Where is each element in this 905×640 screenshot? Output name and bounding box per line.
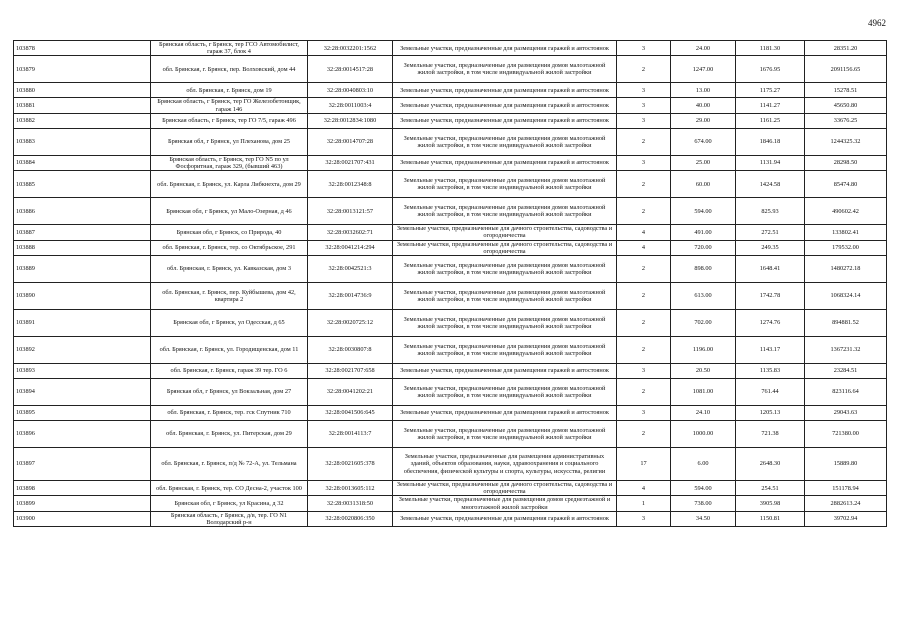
cell-cadastral-value: 45650.80 (805, 98, 887, 113)
cell-cadastral-number: 32:28:0040803:10 (308, 83, 393, 98)
cell-address: Брянская область, г Брянск, тер ГСО Автомобилист, гараж 37, блок 4 (151, 41, 308, 56)
cell-cadastral-number: 32:28:0021707:431 (308, 155, 393, 170)
cell-land-use: Земельные участки, предназначенные для размещения домов среднеэтажной и многоэтажной жилой застройки (393, 496, 617, 511)
cell-area: 20.50 (671, 364, 736, 379)
cell-land-use: Земельные участки, предназначенные для размещения домов малоэтажной жилой застройки, в том числе индивидуальной жилой застройки (393, 171, 617, 198)
cell-cadastral-value: 1244325.32 (805, 128, 887, 155)
cell-address: обл. Брянская, г. Брянск, ул. Карла Либкнехта, дом 29 (151, 171, 308, 198)
cell-land-use: Земельные участки, предназначенные для размещения гаражей и автостоянок (393, 155, 617, 170)
cell-area: 613.00 (671, 283, 736, 310)
cell-address: Брянская обл, г Брянск, ул Плеханова, дом 25 (151, 128, 308, 155)
cell-address: Брянская область, г Брянск, тер ГО N5 по ул Фосфоритная, гараж 329, (бывший 463) (151, 155, 308, 170)
cell-id: 103887 (14, 225, 151, 240)
table-row (14, 171, 887, 198)
cell-area: 898.00 (671, 256, 736, 283)
cell-land-use: Земельные участки, предназначенные для размещения гаражей и автостоянок (393, 41, 617, 56)
cell-cadastral-value: 490602.42 (805, 198, 887, 225)
cell-id: 103880 (14, 83, 151, 98)
cell-land-use: Земельные участки, предназначенные для размещения гаражей и автостоянок (393, 83, 617, 98)
cell-id: 103890 (14, 283, 151, 310)
cell-class: 3 (617, 364, 671, 379)
cell-cadastral-value: 39702.94 (805, 511, 887, 526)
cell-land-use: Земельные участки, предназначенные для размещения домов малоэтажной жилой застройки, в том числе индивидуальной жилой застройки (393, 56, 617, 83)
cell-cadastral-number: 32:28:0041202:21 (308, 379, 393, 406)
cell-class: 17 (617, 448, 671, 481)
cell-id: 103878 (14, 41, 151, 56)
cell-class: 2 (617, 421, 671, 448)
cell-cadastral-number: 32:28:0032201:1562 (308, 41, 393, 56)
cell-address: обл. Брянская, г. Брянск, пер. Волховский, дом 44 (151, 56, 308, 83)
cell-cadastral-number: 32:28:0030807:8 (308, 337, 393, 364)
cell-cadastral-value: 15278.51 (805, 83, 887, 98)
cell-id: 103899 (14, 496, 151, 511)
table-row (14, 56, 887, 83)
cell-cadastral-number: 32:28:0021605:378 (308, 448, 393, 481)
cell-address: обл. Брянская, г. Брянск, тер. СО Десна-2, участок 100 (151, 481, 308, 496)
table-body (14, 41, 887, 527)
cell-specific-value: 1175.27 (736, 83, 805, 98)
cell-area: 25.00 (671, 155, 736, 170)
cell-specific-value: 1161.25 (736, 113, 805, 128)
cell-id: 103892 (14, 337, 151, 364)
cell-land-use: Земельные участки, предназначенные для размещения гаражей и автостоянок (393, 511, 617, 526)
table-row (14, 379, 887, 406)
cell-land-use: Земельные участки, предназначенные для размещения домов малоэтажной жилой застройки, в том числе индивидуальной жилой застройки (393, 310, 617, 337)
cell-area: 40.00 (671, 98, 736, 113)
cell-area: 702.00 (671, 310, 736, 337)
cell-id: 103881 (14, 98, 151, 113)
cell-land-use: Земельные участки, предназначенные для дачного строительства, садоводства и огородничества (393, 481, 617, 496)
cell-id: 103886 (14, 198, 151, 225)
cell-cadastral-value: 28351.20 (805, 41, 887, 56)
cell-land-use: Земельные участки, предназначенные для размещения гаражей и автостоянок (393, 98, 617, 113)
cell-area: 674.00 (671, 128, 736, 155)
cell-id: 103883 (14, 128, 151, 155)
table-row (14, 256, 887, 283)
cell-address: обл. Брянская, г. Брянск, ул. Городищенская, дом 11 (151, 337, 308, 364)
table-row (14, 240, 887, 255)
cell-class: 3 (617, 155, 671, 170)
cell-id: 103897 (14, 448, 151, 481)
cell-cadastral-value: 133802.41 (805, 225, 887, 240)
cell-land-use: Земельные участки, предназначенные для размещения домов малоэтажной жилой застройки, в том числе индивидуальной жилой застройки (393, 256, 617, 283)
cell-class: 2 (617, 256, 671, 283)
cell-cadastral-number: 32:28:0013605:112 (308, 481, 393, 496)
cell-cadastral-number: 32:28:0012834:1080 (308, 113, 393, 128)
cell-class: 3 (617, 83, 671, 98)
table-row (14, 421, 887, 448)
cell-id: 103898 (14, 481, 151, 496)
cell-cadastral-number: 32:28:0021707:658 (308, 364, 393, 379)
cell-area: 34.50 (671, 511, 736, 526)
cell-specific-value: 1846.18 (736, 128, 805, 155)
cell-class: 4 (617, 481, 671, 496)
cell-area: 594.00 (671, 198, 736, 225)
cell-class: 3 (617, 113, 671, 128)
cell-land-use: Земельные участки, предназначенные для размещения домов малоэтажной жилой застройки, в том числе индивидуальной жилой застройки (393, 128, 617, 155)
table-row (14, 225, 887, 240)
cell-area: 13.00 (671, 83, 736, 98)
cell-land-use: Земельные участки, предназначенные для дачного строительства, садоводства и огородничества (393, 240, 617, 255)
cell-cadastral-number: 32:28:0032602:71 (308, 225, 393, 240)
cell-cadastral-number: 32:28:0020806:350 (308, 511, 393, 526)
cell-address: обл. Брянская, г. Брянск, ул. Питерская, дом 29 (151, 421, 308, 448)
cell-id: 103896 (14, 421, 151, 448)
cell-land-use: Земельные участки, предназначенные для размещения домов малоэтажной жилой застройки, в том числе индивидуальной жилой застройки (393, 198, 617, 225)
cell-cadastral-value: 1068324.14 (805, 283, 887, 310)
cell-class: 2 (617, 198, 671, 225)
cell-id: 103882 (14, 113, 151, 128)
cell-specific-value: 272.51 (736, 225, 805, 240)
cell-cadastral-value: 15889.80 (805, 448, 887, 481)
table-row (14, 83, 887, 98)
cell-cadastral-number: 32:28:0014113:7 (308, 421, 393, 448)
page-number: 4962 (868, 18, 886, 28)
cell-cadastral-number: 32:28:0031318:50 (308, 496, 393, 511)
cell-cadastral-value: 721380.00 (805, 421, 887, 448)
table-row (14, 98, 887, 113)
cell-class: 2 (617, 310, 671, 337)
table-row (14, 128, 887, 155)
cell-address: обл. Брянская, г. Брянск, пер. Куйбышева, дом 42, квартира 2 (151, 283, 308, 310)
cell-land-use: Земельные участки, предназначенные для размещения домов малоэтажной жилой застройки, в том числе индивидуальной жилой застройки (393, 421, 617, 448)
cell-specific-value: 1135.83 (736, 364, 805, 379)
cell-specific-value: 3905.98 (736, 496, 805, 511)
cell-land-use: Земельные участки, предназначенные для размещения гаражей и автостоянок (393, 406, 617, 421)
cell-cadastral-number: 32:28:0014736:9 (308, 283, 393, 310)
cell-cadastral-number: 32:28:0012348:8 (308, 171, 393, 198)
cell-area: 720.00 (671, 240, 736, 255)
cell-address: обл. Брянская, г. Брянск, дом 19 (151, 83, 308, 98)
cell-specific-value: 1676.95 (736, 56, 805, 83)
cell-cadastral-number: 32:28:0041506:645 (308, 406, 393, 421)
cell-address: Брянская обл, г Брянск, ул Одесская, д 65 (151, 310, 308, 337)
cell-id: 103895 (14, 406, 151, 421)
cell-specific-value: 1143.17 (736, 337, 805, 364)
table-row (14, 511, 887, 526)
cell-class: 4 (617, 240, 671, 255)
cell-area: 1000.00 (671, 421, 736, 448)
cell-cadastral-number: 32:28:0041214:294 (308, 240, 393, 255)
cell-specific-value: 721.38 (736, 421, 805, 448)
cell-specific-value: 254.51 (736, 481, 805, 496)
cell-area: 24.10 (671, 406, 736, 421)
cell-specific-value: 1150.81 (736, 511, 805, 526)
cell-address: обл. Брянская, г. Брянск, п/д № 72-А, ул. Тельмана (151, 448, 308, 481)
cell-class: 1 (617, 496, 671, 511)
cell-cadastral-value: 2091156.65 (805, 56, 887, 83)
cell-cadastral-value: 1367231.32 (805, 337, 887, 364)
cell-specific-value: 2648.30 (736, 448, 805, 481)
cell-id: 103894 (14, 379, 151, 406)
cell-cadastral-value: 85474.80 (805, 171, 887, 198)
cell-cadastral-number: 32:28:0020725:12 (308, 310, 393, 337)
cell-id: 103885 (14, 171, 151, 198)
cell-area: 60.00 (671, 171, 736, 198)
cell-address: Брянская область, г Брянск, д/в, тер. ГО N1 Володарский р-н (151, 511, 308, 526)
cell-area: 24.00 (671, 41, 736, 56)
cell-cadastral-value: 151178.94 (805, 481, 887, 496)
cell-cadastral-number: 32:28:0011003:4 (308, 98, 393, 113)
cell-cadastral-value: 179532.00 (805, 240, 887, 255)
cell-address: обл. Брянская, г. Брянск, тер. со Октябрьское, 291 (151, 240, 308, 255)
cell-specific-value: 249.35 (736, 240, 805, 255)
cell-area: 29.00 (671, 113, 736, 128)
cell-area: 1196.00 (671, 337, 736, 364)
cell-class: 3 (617, 511, 671, 526)
cell-area: 594.00 (671, 481, 736, 496)
table-row (14, 364, 887, 379)
cell-cadastral-number: 32:28:0014707:28 (308, 128, 393, 155)
cell-id: 103889 (14, 256, 151, 283)
cell-area: 1247.00 (671, 56, 736, 83)
cell-land-use: Земельные участки, предназначенные для размещения домов малоэтажной жилой застройки, в том числе индивидуальной жилой застройки (393, 379, 617, 406)
cell-area: 1081.00 (671, 379, 736, 406)
cell-cadastral-value: 894881.52 (805, 310, 887, 337)
cell-specific-value: 1742.78 (736, 283, 805, 310)
cell-address: Брянская обл, г Брянск, со Природа, 40 (151, 225, 308, 240)
cell-class: 2 (617, 379, 671, 406)
cell-address: Брянская область, г Брянск, тер ГО 7/5, гараж 496 (151, 113, 308, 128)
cell-address: обл. Брянская, г. Брянск, тер. гск Спутник 710 (151, 406, 308, 421)
cell-cadastral-value: 29043.63 (805, 406, 887, 421)
cell-id: 103893 (14, 364, 151, 379)
cell-area: 491.00 (671, 225, 736, 240)
cell-id: 103888 (14, 240, 151, 255)
cell-address: Брянская область, г Брянск, тер ГО Железобетонщик, гараж 146 (151, 98, 308, 113)
table-row (14, 496, 887, 511)
cell-cadastral-value: 1480272.18 (805, 256, 887, 283)
cell-class: 2 (617, 128, 671, 155)
cell-class: 2 (617, 337, 671, 364)
cell-id: 103891 (14, 310, 151, 337)
cell-class: 2 (617, 283, 671, 310)
table-row (14, 406, 887, 421)
cell-cadastral-number: 32:28:0042521:3 (308, 256, 393, 283)
cell-class: 3 (617, 406, 671, 421)
cell-class: 3 (617, 41, 671, 56)
land-registry-table (13, 40, 887, 527)
table-row (14, 198, 887, 225)
table-row (14, 337, 887, 364)
cell-id: 103884 (14, 155, 151, 170)
cell-id: 103879 (14, 56, 151, 83)
cell-address: Брянская обл, г Брянск, ул Вокзальная, дом 27 (151, 379, 308, 406)
table-row (14, 481, 887, 496)
cell-specific-value: 1131.94 (736, 155, 805, 170)
cell-address: обл. Брянская, г. Брянск, ул. Кавказская, дом 3 (151, 256, 308, 283)
cell-specific-value: 1205.13 (736, 406, 805, 421)
cell-class: 2 (617, 171, 671, 198)
cell-cadastral-value: 28298.50 (805, 155, 887, 170)
cell-cadastral-number: 32:28:0013121:57 (308, 198, 393, 225)
cell-land-use: Земельные участки, предназначенные для размещения административных зданий, объектов образования, науки, здравоохранения и социального обеспечения, физической культуры и спорта, культуры, искусства, религии (393, 448, 617, 481)
cell-class: 2 (617, 56, 671, 83)
table-row (14, 310, 887, 337)
cell-cadastral-value: 2882613.24 (805, 496, 887, 511)
cell-land-use: Земельные участки, предназначенные для размещения гаражей и автостоянок (393, 364, 617, 379)
cell-cadastral-value: 23284.51 (805, 364, 887, 379)
table-row (14, 283, 887, 310)
cell-specific-value: 1274.76 (736, 310, 805, 337)
cell-land-use: Земельные участки, предназначенные для размещения домов малоэтажной жилой застройки, в том числе индивидуальной жилой застройки (393, 337, 617, 364)
table-row (14, 448, 887, 481)
cell-specific-value: 1648.41 (736, 256, 805, 283)
cell-cadastral-value: 33676.25 (805, 113, 887, 128)
cell-class: 4 (617, 225, 671, 240)
cell-land-use: Земельные участки, предназначенные для размещения домов малоэтажной жилой застройки, в том числе индивидуальной жилой застройки (393, 283, 617, 310)
cell-specific-value: 1181.30 (736, 41, 805, 56)
cell-specific-value: 825.93 (736, 198, 805, 225)
cell-area: 6.00 (671, 448, 736, 481)
cell-cadastral-value: 823116.64 (805, 379, 887, 406)
cell-specific-value: 761.44 (736, 379, 805, 406)
cell-cadastral-number: 32:28:0014517:28 (308, 56, 393, 83)
cell-specific-value: 1424.58 (736, 171, 805, 198)
table-row (14, 113, 887, 128)
table-row (14, 41, 887, 56)
cell-id: 103900 (14, 511, 151, 526)
cell-area: 738.00 (671, 496, 736, 511)
cell-address: Брянская обл, г Брянск, ул Красина, д 32 (151, 496, 308, 511)
cell-specific-value: 1141.27 (736, 98, 805, 113)
cell-land-use: Земельные участки, предназначенные для дачного строительства, садоводства и огородничества (393, 225, 617, 240)
cell-class: 3 (617, 98, 671, 113)
cell-land-use: Земельные участки, предназначенные для размещения гаражей и автостоянок (393, 113, 617, 128)
cell-address: обл. Брянская, г. Брянск, гараж 39 тер. ГО 6 (151, 364, 308, 379)
table-row (14, 155, 887, 170)
cell-address: Брянская обл, г Брянск, ул Мало-Озерная, д 46 (151, 198, 308, 225)
